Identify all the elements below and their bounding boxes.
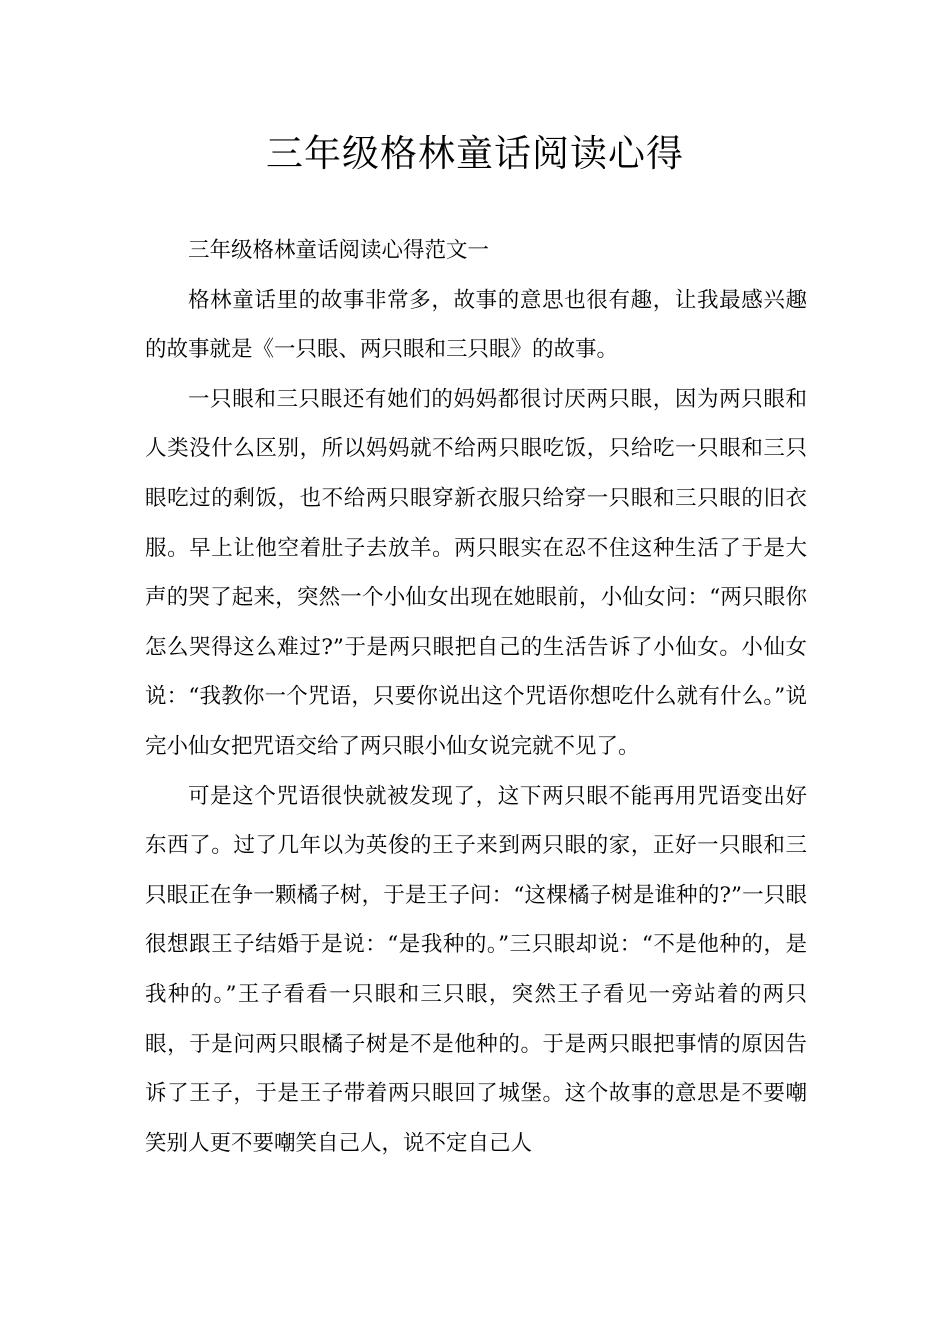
- document-body: [145, 226, 807, 1168]
- paragraph-3: 可是这个咒语很快就被发现了，这下两只眼不能再用咒语变出好东西了。过了几年以为英俊的王子来到两只眼的家，正好一只眼和三只眼正在争一颗橘子树，于是王子问：“这棵橘子树是谁种的?”一只眼很想跟王子结婚于是说：“是我种的。”三只眼却说：“不是他种的，是我种的。”王子看看一只眼和三只眼，突然王子看见一旁站着的两只眼，于是问两只眼橘子树是不是他种的。于是两只眼把事情的原因告诉了王子，于是王子带着两只眼回了城堡。这个故事的意思是不要嘲笑别人更不要嘲笑自己人，说不定自己人: [145, 783, 807, 1156]
- paragraph-1: 格林童话里的故事非常多，故事的意思也很有趣，让我最感兴趣的故事就是《一只眼、两只眼和三只眼》的故事。: [145, 287, 807, 363]
- document-title: 三年级格林童话阅读心得: [266, 132, 684, 175]
- paragraph-subtitle: 三年级格林童话阅读心得范文一: [188, 238, 490, 263]
- paragraph-2: 一只眼和三只眼还有她们的妈妈都很讨厌两只眼，因为两只眼和人类没什么区别，所以妈妈就不给两只眼吃饭，只给吃一只眼和三只眼吃过的剩饭，也不给两只眼穿新衣服只给穿一只眼和三只眼的旧衣服。早上让他空着肚子去放羊。两只眼实在忍不住这种生活了于是大声的哭了起来，突然一个小仙女出现在她眼前，小仙女问：“两只眼你怎么哭得这么难过?”于是两只眼把自己的生活告诉了小仙女。小仙女说：“我教你一个咒语，只要你说出这个咒语你想吃什么就有什么。”说完小仙女把咒语交给了两只眼小仙女说完就不见了。: [145, 386, 807, 759]
